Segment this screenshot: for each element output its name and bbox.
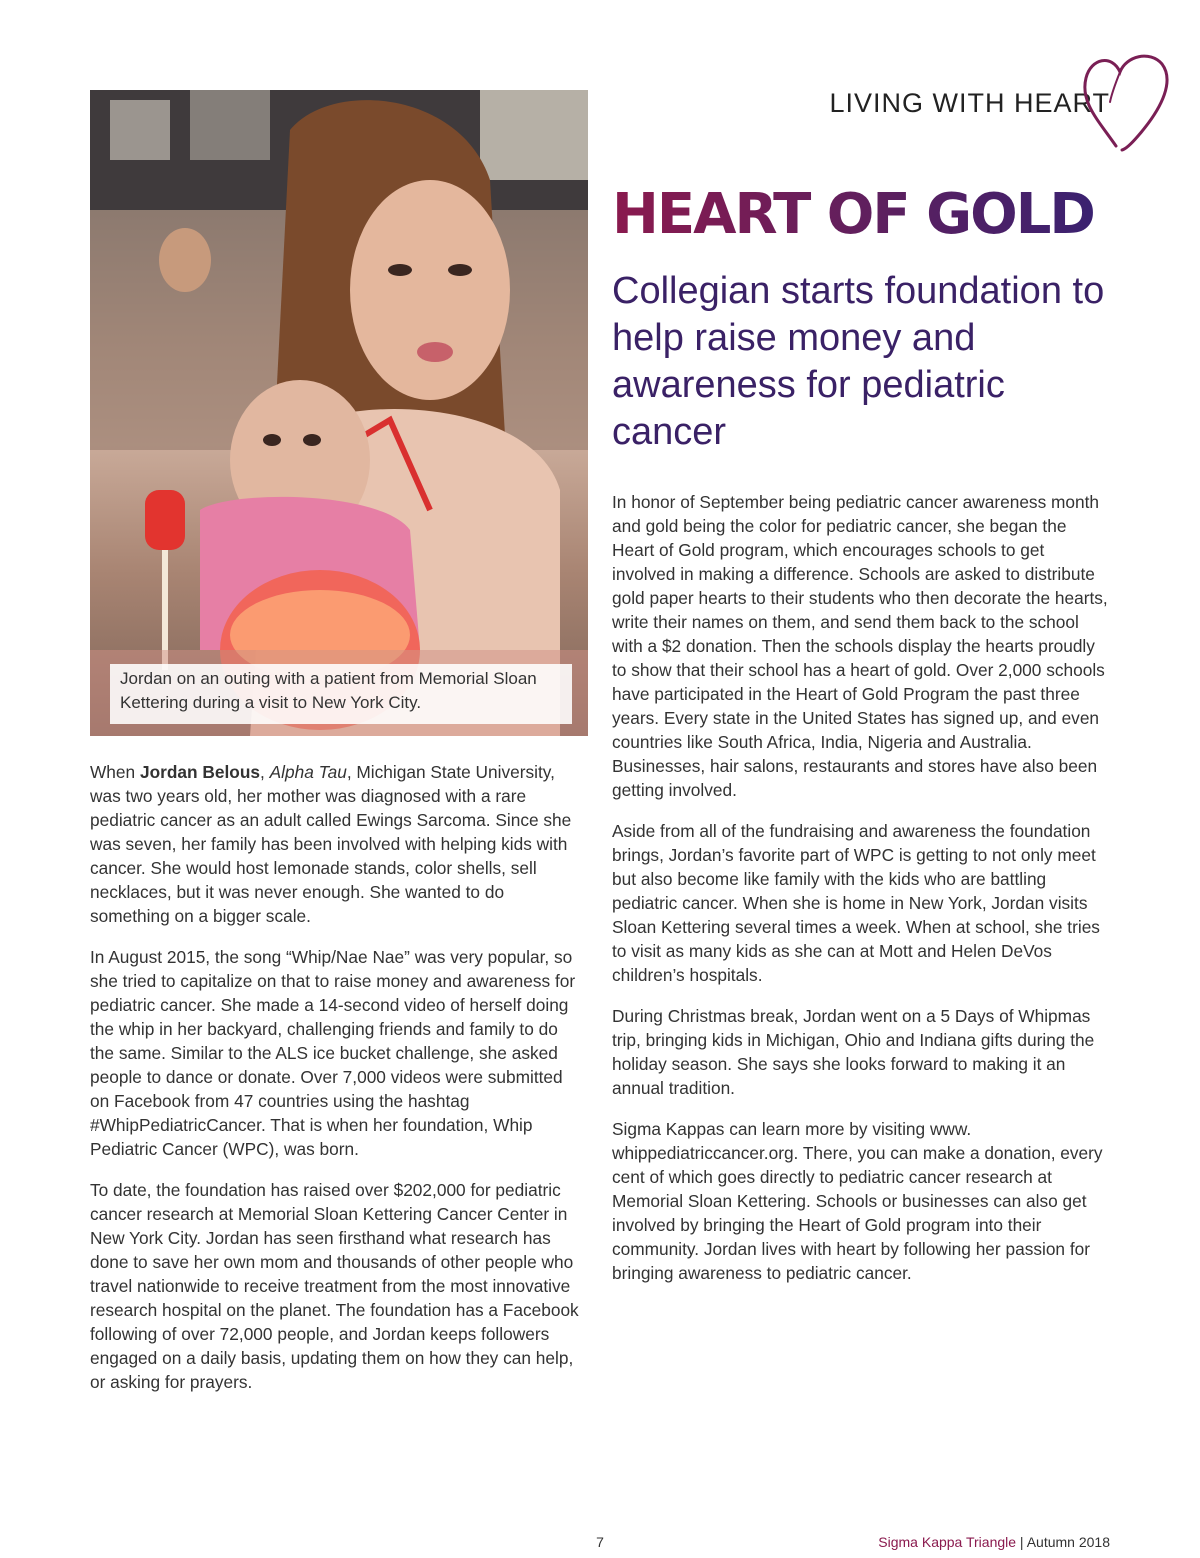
section-label: LIVING WITH HEART [829, 88, 1110, 118]
p1-body: , Michigan State University, was two years old, her mother was diagnosed with a rare pediatric cancer as an adult called Ewings Sarcoma. Since she was seven, her family has been involved with helping kids with cancer. She would host lemonade stands, color shells, sell necklaces, but it was never enough. She wanted to do something on a bigger scale. [90, 762, 572, 926]
publication-footer [878, 1534, 1110, 1550]
left-paragraph-1 [90, 760, 585, 928]
photo-caption: Jordan on an outing with a patient from Memorial Sloan Kettering during a visit to New York City. [110, 664, 572, 724]
right-paragraph-3: During Christmas break, Jordan went on a 5 Days of Whipmas trip, bringing kids in Michigan, Ohio and Indiana gifts during the holiday season. She says she looks forward to making it an annual tradition. [612, 1006, 1095, 1098]
p1-intro: When [90, 762, 140, 782]
page-number: 7 [596, 1534, 604, 1550]
right-column [612, 490, 1112, 1302]
article-subtitle: Collegian starts foundation to help raise money and awareness for pediatric cancer [612, 270, 1105, 453]
left-paragraph-3: To date, the foundation has raised over $202,000 for pediatric cancer research at Memorial Sloan Kettering Cancer Center in New York City. Jordan has seen firsthand what research has done to save her own mom and thousands of other people who travel nationwide to receive treatment from the most innovative research hospital on the planet. The foundation has a Facebook following of over 72,000 people, and Jordan keeps followers engaged on a daily basis, updating them on how they can help, or asking for prayers. [90, 1180, 579, 1392]
left-column [90, 760, 585, 1411]
right-paragraph-1: In honor of September being pediatric cancer awareness month and gold being the color for pediatric cancer, she began the Heart of Gold program, which encourages schools to get involved in making a difference. Schools are asked to distribute gold paper hearts to their students who then decorate the hearts, write their names on them, and send them back to the school with a $2 donation. Then the schools display the hearts proudly to show that their school has a heart of gold. Over 2,000 schools have participated in the Heart of Gold Program the past three years. Every state in the United States has signed up, and even countries like South Africa, India, Nigeria and Australia. Businesses, hair salons, restaurants and stores have also been getting involved. [612, 492, 1108, 800]
person-name: Jordan Belous [139, 762, 260, 782]
heart-outline-icon [1076, 50, 1172, 154]
magazine-name: Sigma Kappa Triangle [878, 1534, 1017, 1550]
article-title: HEART OF GOLD [612, 182, 1094, 247]
p1-separator: , [260, 762, 270, 782]
right-paragraph-4: Sigma Kappas can learn more by visiting www. whippediatriccancer.org. There, you can make a donation, every cent of which goes directly to pediatric cancer research at Memorial Sloan Kettering. Schools or businesses can also get involved by bringing the Heart of Gold program into their community. Jordan lives with heart by following her passion for bringing awareness to pediatric cancer. [612, 1119, 1103, 1283]
right-paragraph-2: Aside from all of the fundraising and awareness the foundation brings, Jordan’s favorite part of WPC is getting to not only meet but also become like family with the kids who are battling pediatric cancer. When she is home in New York, Jordan visits Sloan Kettering several times a week. When at school, she tries to visit as many kids as she can at Mott and Helen DeVos children’s hospitals. [612, 821, 1100, 985]
left-paragraph-2: In August 2015, the song “Whip/Nae Nae” was very popular, so she tried to capitalize on that to raise money and awareness for pediatric cancer. She made a 14-second video of herself doing the whip in her backyard, challenging friends and family to do the same. Similar to the ALS ice bucket challenge, she asked people to dance or donate. Over 7,000 videos were submitted on Facebook from 47 countries using the hashtag #WhipPediatricCancer. That is when her foundation, Whip Pediatric Cancer (WPC), was born. [90, 947, 576, 1159]
footer-separator: | [1016, 1534, 1027, 1550]
article-photo [90, 90, 588, 736]
chapter-name: Alpha Tau [269, 762, 347, 782]
photo-illustration [90, 90, 588, 736]
issue-date: Autumn 2018 [1026, 1534, 1110, 1550]
